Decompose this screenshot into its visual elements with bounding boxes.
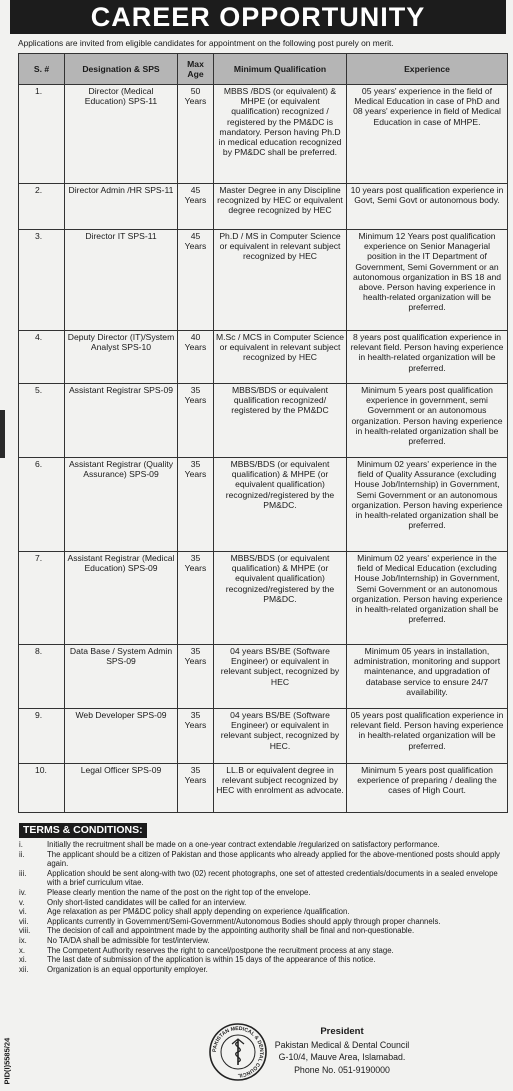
term-text: Applicants currently in Government/Semi-Government/Autonomous Bodies should apply through proper channels. [47,916,441,926]
title-banner [10,0,506,34]
seal-text: PAKISTAN MEDICAL & DENTAL COUNCIL [211,1025,265,1079]
cell-age: 45 Years [178,230,214,331]
cell-experience: Minimum 5 years post qualification experience in government, semi Government or an autonomous organization. Person having experience in health-related organization shall be preferred. [347,384,508,458]
table-row [19,230,508,331]
cell-age: 50 Years [178,85,214,184]
footer-contact [272,1026,412,1076]
table-row [19,331,508,384]
list-item [19,888,507,898]
organization-address: G-10/4, Mauve Area, Islamabad. [278,1052,406,1062]
list-item [19,965,507,975]
term-number: viii. [19,926,31,936]
cell-designation: Web Developer SPS-09 [65,709,178,764]
list-item [19,907,507,917]
phone-number: Phone No. 051-9190000 [294,1064,390,1075]
table-row [19,384,508,458]
table-row [19,458,508,552]
column-header-age: Max Age [178,54,214,85]
cell-age: 40 Years [178,331,214,384]
cell-experience: Minimum 02 years' experience in the field of Quality Assurance (excluding House Job/Internship) in Government, Semi Government or an autonomous organization. Person having experience in health-related organization shall be preferred. [347,458,508,552]
cell-designation: Assistant Registrar (Quality Assurance) SPS-09 [65,458,178,552]
cell-designation: Director Admin /HR SPS-11 [65,184,178,230]
cell-age: 35 Years [178,384,214,458]
term-number: v. [19,897,25,907]
cell-age: 45 Years [178,184,214,230]
column-header-experience: Experience [347,54,508,85]
cell-sn: 6. [19,458,65,552]
terms-list [19,840,507,974]
cell-qualification: MBBS/BDS (or equivalent qualification) & MHPE (or equivalent qualification) recognized/registered by the PM&DC. [214,552,347,645]
cell-qualification: Ph.D / MS in Computer Science or equivalent in relevant subject recognized by HEC [214,230,347,331]
page-title: CAREER OPPORTUNITY [90,2,426,32]
column-header-qualification: Minimum Qualification [214,54,347,85]
term-number: xi. [19,955,27,965]
pmdc-seal-icon [208,1022,268,1082]
cell-sn: 7. [19,552,65,645]
cell-age: 35 Years [178,764,214,813]
term-number: i. [19,840,23,849]
cell-experience: Minimum 02 years' experience in the field of Medical Education (excluding House Job/Internship) in Government, Semi Government or an autonomous organization. Person having experience in health-related organization shall be preferred. [347,552,508,645]
cell-sn: 3. [19,230,65,331]
table-row [19,764,508,813]
cell-sn: 10. [19,764,65,813]
cell-sn: 2. [19,184,65,230]
cell-designation: Legal Officer SPS-09 [65,764,178,813]
cell-qualification: Master Degree in any Discipline recognized by HEC or equivalent degree recognized by HEC [214,184,347,230]
cell-designation: Director (Medical Education) SPS-11 [65,85,178,184]
term-number: ii. [19,849,25,859]
term-text: The last date of submission of the application is within 15 days of the appearance of this notice. [47,955,376,965]
terms-heading: TERMS & CONDITIONS: [19,823,147,838]
cell-designation: Data Base / System Admin SPS-09 [65,645,178,709]
term-text: No TA/DA shall be admissible for test/interview. [47,935,210,945]
table-row [19,552,508,645]
term-number: ix. [19,935,27,945]
cell-experience: 10 years post qualification experience in Govt, Semi Govt or autonomous body. [347,184,508,230]
term-number: iii. [19,868,27,878]
cell-designation: Deputy Director (IT)/System Analyst SPS-10 [65,331,178,384]
organization-name: Pakistan Medical & Dental Council [274,1039,410,1050]
table-row [19,85,508,184]
intro-text: Applications are invited from eligible candidates for appointment on the following post purely on merit. [18,38,394,48]
cell-qualification: MBBS /BDS (or equivalent) & MHPE (or equivalent qualification) recognized / registered by the PM&DC is mandatory. Person having Ph.D in medical education recognized by PM&DC shall be preferred. [214,85,347,184]
term-text: Age relaxation as per PM&DC policy shall apply depending on experience /qualification. [47,907,350,917]
cell-experience: 05 years post qualification experience in relevant field. Person having experience in health-related organization will be preferred. [347,709,508,764]
term-number: xii. [19,964,29,974]
cell-sn: 5. [19,384,65,458]
list-item [19,898,507,908]
term-text: Organization is an equal opportunity employer. [47,964,208,974]
cell-designation: Director IT SPS-11 [65,230,178,331]
cell-qualification: 04 years BS/BE (Software Engineer) or equivalent in relevant subject, recognized by HEC. [214,709,347,764]
edge-mark [0,410,5,458]
list-item [19,869,507,888]
cell-qualification: M.Sc / MCS in Computer Science or equivalent in relevant subject recognized by HEC [214,331,347,384]
term-number: vii. [19,916,29,926]
cell-age: 35 Years [178,552,214,645]
cell-sn: 1. [19,85,65,184]
list-item [19,850,507,869]
table-header-row [19,54,508,85]
term-text: Only short-listed candidates will be called for an interview. [47,897,247,907]
column-header-designation: Designation & SPS [65,54,178,85]
cell-age: 35 Years [178,645,214,709]
table-row [19,709,508,764]
term-number: vi. [19,907,27,917]
posts-table [18,53,508,813]
cell-experience: Minimum 5 years post qualification experience of preparing / dealing the cases of High Court. [347,764,508,813]
cell-sn: 4. [19,331,65,384]
cell-sn: 9. [19,709,65,764]
term-text: Initially the recruitment shall be made on a one-year contract extendable /regularized on satisfactory performance. [47,840,440,849]
table-row [19,645,508,709]
term-number: iv. [19,887,27,897]
column-header-sn: S. # [19,54,65,85]
list-item [19,917,507,927]
cell-sn: 8. [19,645,65,709]
signatory-title: President [320,1026,364,1037]
cell-designation: Assistant Registrar (Medical Education) SPS-09 [65,552,178,645]
publication-id-tag [1,1030,11,1086]
cell-experience: 8 years post qualification experience in relevant field. Person having experience in health-related organization will be preferred. [347,331,508,384]
cell-experience: Minimum 05 years in installation, administration, monitoring and support maintenance, and upgradation of database service to ensure 24/7 availability. [347,645,508,709]
table-row [19,184,508,230]
publication-id: PID(I)5585/24 [2,1037,12,1085]
term-text: Application should be sent along-with two (02) recent photographs, one set of attested credentials/documents in a sealed envelope with a brief curriculum vitae. [47,868,498,888]
cell-qualification: MBBS/BDS (or equivalent qualification) & MHPE (or equivalent qualification) recognized/registered by the PM&DC. [214,458,347,552]
list-item [19,840,507,850]
list-item [19,946,507,956]
cell-qualification: MBBS/BDS or equivalent qualification recognized/ registered by the PM&DC [214,384,347,458]
term-number: x. [19,945,26,955]
list-item [19,936,507,946]
cell-age: 35 Years [178,709,214,764]
term-text: The Competent Authority reserves the right to cancel/postpone the recruitment process at any stage. [47,945,394,955]
term-text: The decision of call and appointment made by the appointing authority shall be final and non-questionable. [47,926,415,936]
cell-qualification: 04 years BS/BE (Software Engineer) or equivalent in relevant subject, recognized by HEC [214,645,347,709]
cell-designation: Assistant Registrar SPS-09 [65,384,178,458]
term-text: Please clearly mention the name of the post on the right top of the envelope. [47,887,311,897]
term-text: The applicant should be a citizen of Pakistan and those applicants who already applied for the above-mentioned posts should apply again. [47,849,500,869]
cell-age: 35 Years [178,458,214,552]
list-item [19,926,507,936]
cell-qualification: LL.B or equivalent degree in relevant subject recognized by HEC with enrolment as advocate. [214,764,347,813]
cell-experience: 05 years' experience in the field of Medical Education in case of PhD and 08 years' experience in field of Medical Education in case of MHPE. [347,85,508,184]
cell-experience: Minimum 12 Years post qualification experience on Senior Managerial position in the IT Department of Government, Semi Government or an autonomous organization in BS 18 and above. Person having experience in health-related organization will be preferred. [347,230,508,331]
list-item [19,955,507,965]
